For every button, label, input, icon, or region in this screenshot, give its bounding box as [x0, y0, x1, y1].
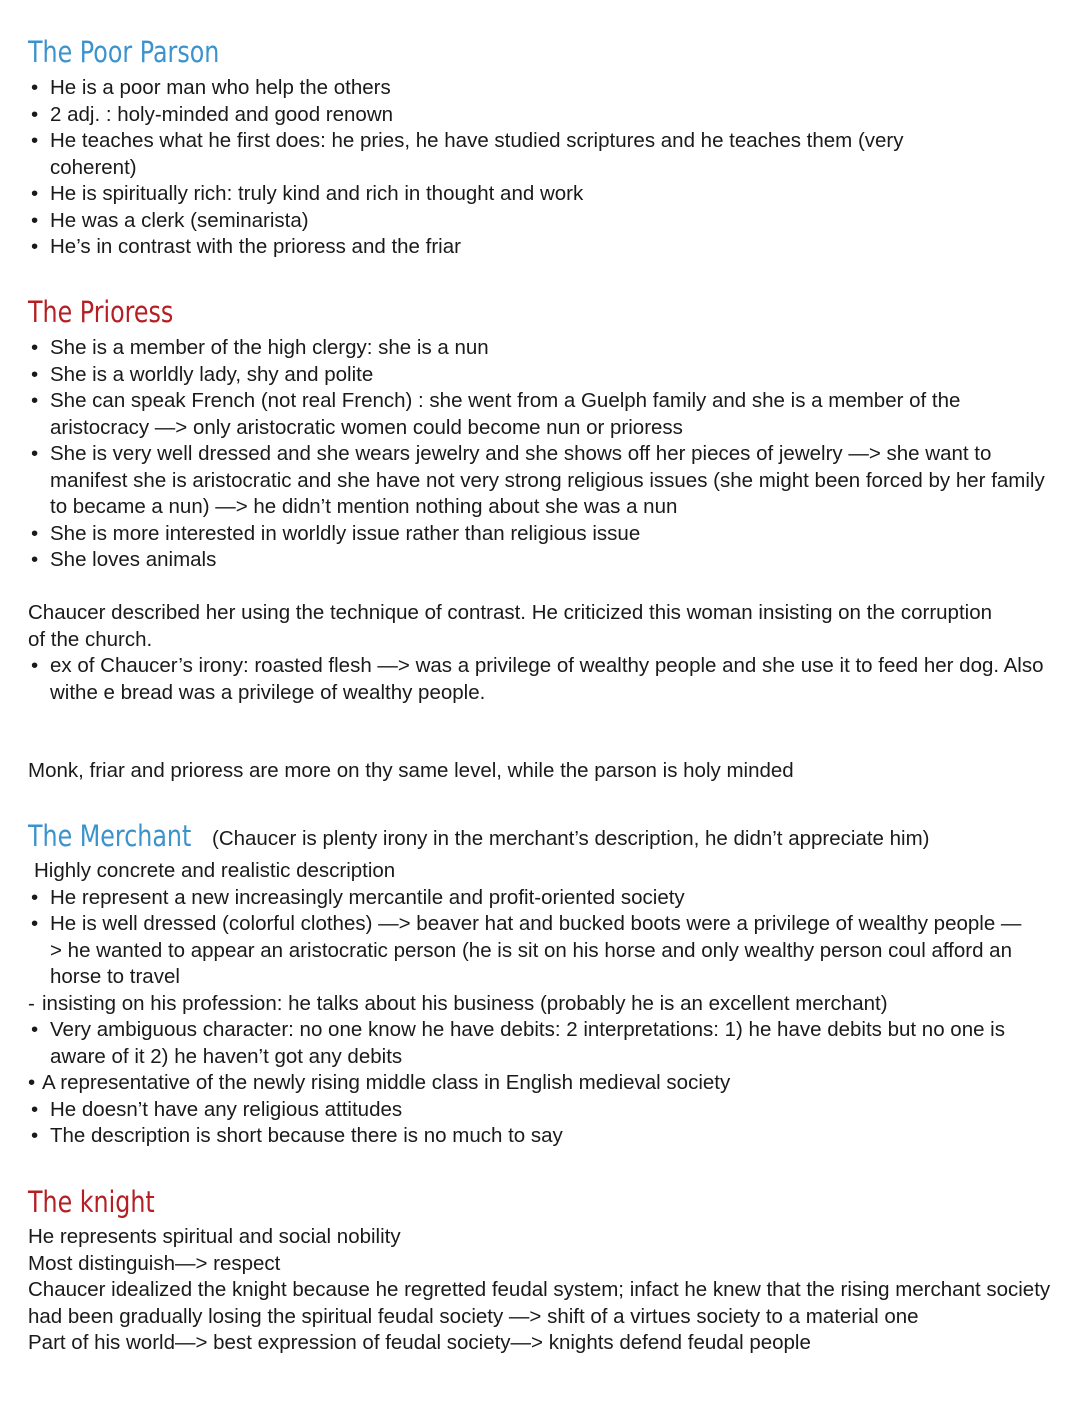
list-item: • He is a poor man who help the others — [28, 75, 1058, 102]
merchant-bullet-list-a — [28, 885, 1058, 991]
merchant-bullet-list-ambiguous — [28, 1017, 1058, 1070]
list-item: • She is more interested in worldly issue rather than religious issue — [28, 521, 1058, 548]
comparison-line: Monk, friar and prioress are more on thy same level, while the parson is holy minded — [28, 759, 794, 782]
prioress-commentary — [28, 600, 1058, 706]
merchant-dash-item: - insisting on his profession: he talks about his business (probably he is an excellent merchant) — [28, 991, 1058, 1018]
irony-bullet-list — [28, 653, 1058, 706]
list-item: • He is well dressed (colorful clothes) —> beaver hat and bucked boots were a privilege of wealthy people —> he wanted to appear an aristocratic person (he is sit on his horse and only wealthy person coul afford an horse to travel — [28, 911, 1058, 991]
list-item: • 2 adj. : holy-minded and good renown — [28, 102, 1058, 129]
list-item: • He is spiritually rich: truly kind and rich in thought and work — [28, 181, 1058, 208]
list-item: • He teaches what he first does: he pries, he have studied scriptures and he teaches them (very coherent) — [28, 128, 1058, 181]
parson-bullet-list — [28, 75, 1058, 261]
list-item: • She is a worldly lady, shy and polite — [28, 362, 1058, 389]
knight-line: He represents spiritual and social nobility — [28, 1225, 401, 1248]
list-item: • He represent a new increasingly mercantile and profit-oriented society — [28, 885, 1058, 912]
list-item: • She loves animals — [28, 547, 1058, 574]
knight-section — [28, 1224, 1058, 1357]
knight-line: Chaucer idealized the knight because he regretted feudal system; infact he knew that the rising merchant society had been gradually losing the spiritual feudal society —> shift of a virtues society to a material one — [28, 1278, 1051, 1328]
knight-line: Most distinguish—> respect — [28, 1251, 281, 1275]
merchant-bullet-list-b — [28, 1097, 1058, 1150]
list-item: • Very ambiguous character: no one know he have debits: 2 interpretations: 1) he have debits but no one is aware of it 2) he haven’t got any debits — [28, 1017, 1058, 1070]
list-item: • He doesn’t have any religious attitudes — [28, 1097, 1058, 1124]
list-item: • She is a member of the high clergy: she is a nun — [28, 335, 1058, 362]
heading-merchant: The Merchant — [28, 819, 192, 853]
prioress-bullet-list — [28, 335, 1058, 574]
parson-section — [28, 75, 1058, 261]
list-item: • He was a clerk (seminarista) — [28, 208, 1058, 235]
merchant-representative-item: • A representative of the newly rising middle class in English medieval society — [28, 1070, 1058, 1097]
heading-knight: The knight — [28, 1185, 155, 1219]
knight-line: Part of his world—> best expression of feudal society—> knights defend feudal people — [28, 1331, 811, 1354]
merchant-section — [28, 858, 1058, 1150]
prioress-paragraph: Chaucer described her using the technique of contrast. He criticized this woman insisting on the corruption of the church. — [28, 601, 993, 651]
prioress-section — [28, 335, 1058, 574]
heading-poor-parson: The Poor Parson — [28, 35, 220, 69]
merchant-note: (Chaucer is plenty irony in the merchant’s description, he didn’t appreciate him) — [212, 827, 930, 850]
list-item: • She can speak French (not real French) : she went from a Guelph family and she is a member of the aristocracy —> only aristocratic women could become nun or prioress — [28, 388, 1058, 441]
list-item: • The description is short because there is no much to say — [28, 1123, 1058, 1150]
heading-prioress: The Prioress — [28, 295, 174, 329]
list-item: • She is very well dressed and she wears jewelry and she shows off her pieces of jewelry —> she want to manifest she is aristocratic and she have not very strong religious issues (she might been forced by her family to became a nun) —> he didn’t mention nothing about she was a nun — [28, 441, 1058, 521]
list-item: • He’s in contrast with the prioress and the friar — [28, 234, 1058, 261]
list-item: • ex of Chaucer’s irony: roasted flesh —> was a privilege of wealthy people and she use it to feed her dog. Also withe e bread was a privilege of wealthy people. — [28, 653, 1058, 706]
merchant-intro: Highly concrete and realistic description — [34, 859, 396, 882]
